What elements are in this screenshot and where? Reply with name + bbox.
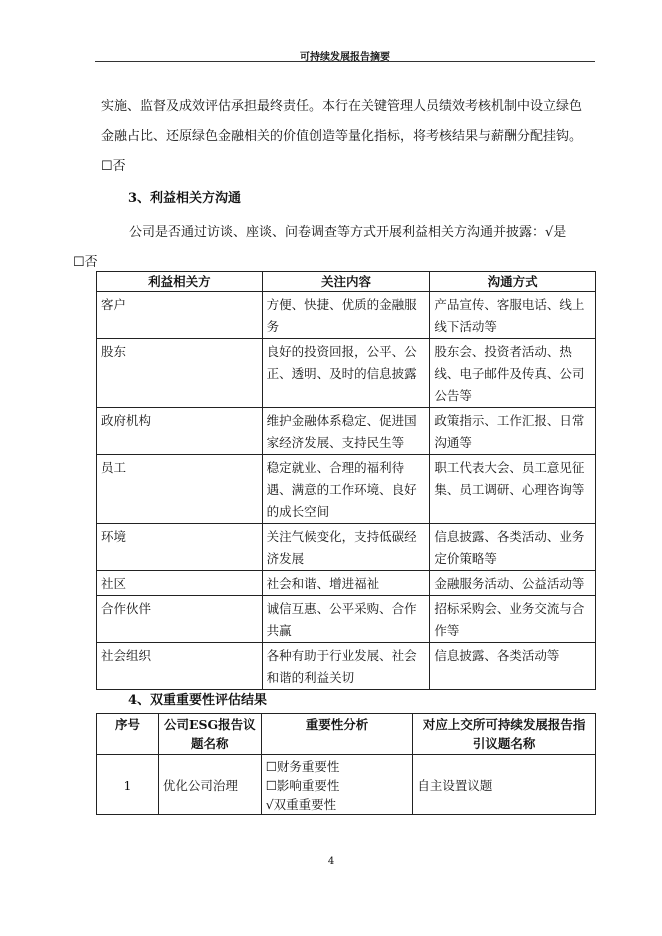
cell-focus: 各种有助于行业发展、社会和谐的利益关切 [262, 643, 430, 690]
header-topic: 公司ESG报告议题名称 [158, 714, 261, 755]
cell-analysis [261, 755, 413, 815]
cell-focus: 关注气候变化，支持低碳经济发展 [262, 524, 430, 571]
cell-method: 股东会、投资者活动、热线、电子邮件及传真、公司公告等 [430, 339, 596, 408]
header-rule [95, 61, 595, 62]
header-no: 序号 [97, 714, 159, 755]
header-method: 沟通方式 [430, 272, 596, 292]
cell-party: 员工 [97, 455, 263, 524]
cell-focus: 社会和谐、增进福祉 [262, 571, 430, 596]
cell-method: 招标采购会、业务交流与合作等 [430, 596, 596, 643]
cell-party: 社会组织 [97, 643, 263, 690]
cell-method: 信息披露、各类活动等 [430, 643, 596, 690]
cell-method: 信息披露、各类活动、业务定价策略等 [430, 524, 596, 571]
header-focus: 关注内容 [262, 272, 430, 292]
table-row [97, 571, 596, 596]
option-impact: ☐影响重要性 [265, 778, 340, 793]
cell-party: 政府机构 [97, 408, 263, 455]
cell-mapping: 自主设置议题 [413, 755, 596, 815]
section3-title: 3、利益相关方沟通 [128, 191, 242, 206]
table-row [97, 455, 596, 524]
cell-party: 客户 [97, 292, 263, 339]
cell-no: 1 [97, 755, 159, 815]
table-row [97, 755, 596, 815]
header-analysis: 重要性分析 [261, 714, 413, 755]
cell-focus: 稳定就业、合理的福利待遇、满意的工作环境、良好的成长空间 [262, 455, 430, 524]
cell-focus: 方便、快捷、优质的金融服务 [262, 292, 430, 339]
stakeholder-table [96, 271, 596, 690]
cell-party: 社区 [97, 571, 263, 596]
intro-paragraph [101, 92, 593, 182]
table-row [97, 408, 596, 455]
table-header-row [97, 714, 596, 755]
table-row [97, 292, 596, 339]
table-row [97, 596, 596, 643]
cell-party: 环境 [97, 524, 263, 571]
table-row [97, 643, 596, 690]
option-no: ☐否 [73, 255, 98, 270]
cell-party: 合作伙伴 [97, 596, 263, 643]
header-party: 利益相关方 [97, 272, 263, 292]
cell-topic: 优化公司治理 [158, 755, 261, 815]
question-text: 公司是否通过访谈、座谈、问卷调查等方式开展利益相关方沟通并披露： [129, 225, 546, 240]
section4-title: 4、双重重要性评估结果 [128, 693, 268, 708]
cell-focus: 诚信互惠、公平采购、合作共赢 [262, 596, 430, 643]
option-yes: √是 [545, 225, 567, 240]
cell-method: 产品宣传、客服电话、线上线下活动等 [430, 292, 596, 339]
option-financial: ☐财务重要性 [265, 759, 340, 774]
page-number: 4 [327, 856, 335, 867]
cell-method: 政策指示、工作汇报、日常沟通等 [430, 408, 596, 455]
cell-focus: 维护金融体系稳定、促进国家经济发展、支持民生等 [262, 408, 430, 455]
cell-method: 职工代表大会、员工意见征集、员工调研、心理咨询等 [430, 455, 596, 524]
table-row [97, 339, 596, 408]
table-row [97, 524, 596, 571]
page-header: 可持续发展报告摘要 [300, 52, 390, 63]
materiality-table [96, 713, 596, 815]
option-double: √双重重要性 [265, 797, 337, 812]
intro-option-no: ☐否 [101, 159, 126, 174]
cell-focus: 良好的投资回报，公平、公正、透明、及时的信息披露 [262, 339, 430, 408]
cell-method: 金融服务活动、公益活动等 [430, 571, 596, 596]
table-header-row [97, 272, 596, 292]
intro-text: 实施、监督及成效评估承担最终责任。本行在关键管理人员绩效考核机制中设立绿色金融占比、还原绿色金融相关的价值创造等量化指标，将考核结果与薪酬分配挂钩。 [101, 99, 583, 144]
section3-question [73, 218, 593, 278]
cell-party: 股东 [97, 339, 263, 408]
header-mapping: 对应上交所可持续发展报告指引议题名称 [413, 714, 596, 755]
